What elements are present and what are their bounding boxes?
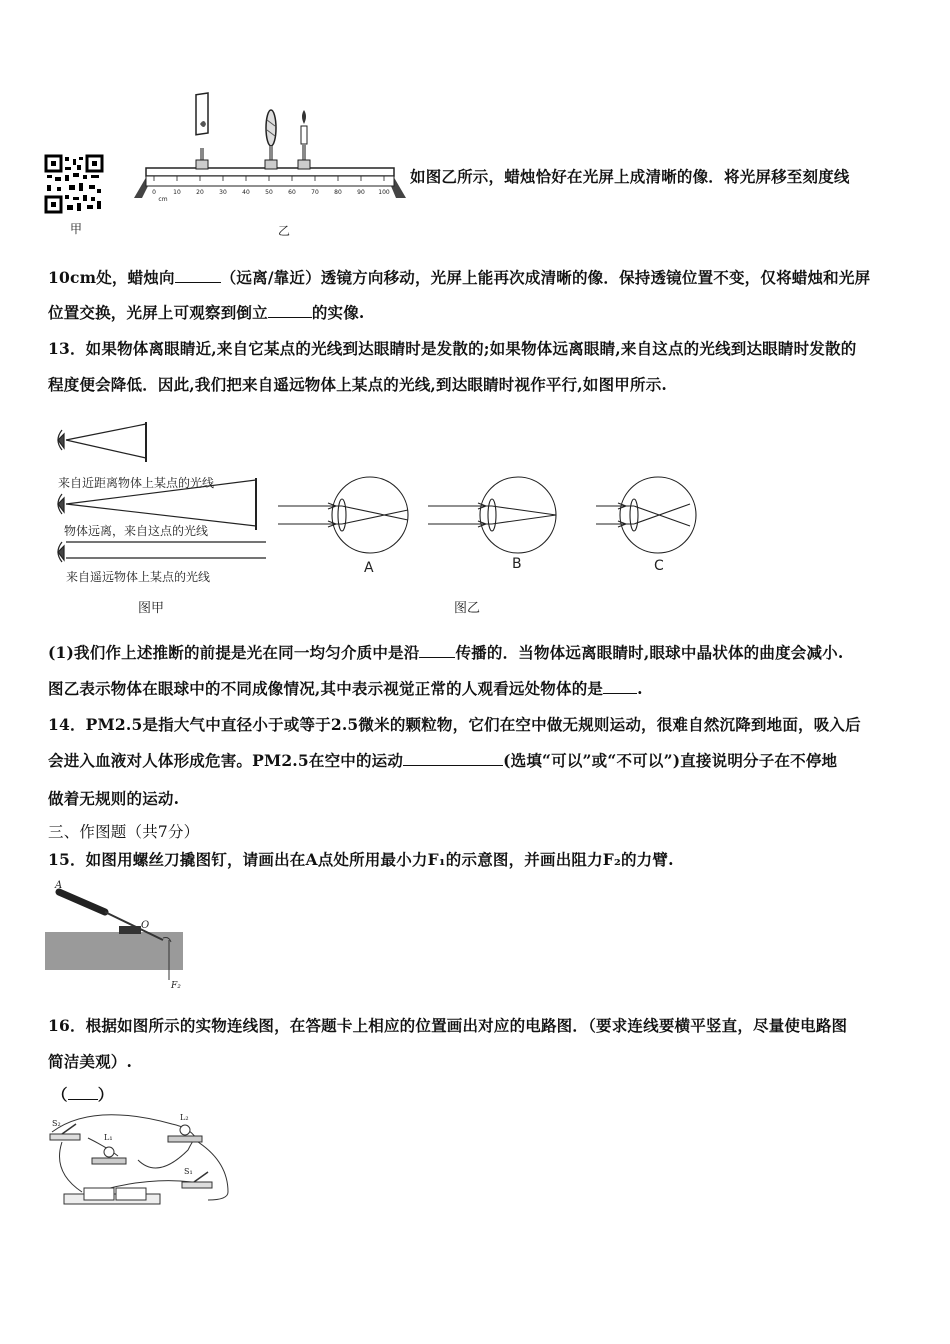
fig-label-jia: 甲: [70, 222, 83, 236]
ruler-tick: 40: [242, 189, 250, 196]
point-o-label: O: [141, 920, 150, 931]
answer-blank[interactable]: [403, 765, 503, 766]
point-a-label: A: [55, 880, 63, 891]
eye-label-b: B: [512, 556, 522, 572]
ruler-tick: 20: [196, 189, 204, 196]
answer-blank[interactable]: [603, 693, 637, 694]
lamp-l2-label: L₂: [180, 1113, 189, 1122]
q12-line3-start: 位置交换，光屏上可观察到倒立: [48, 303, 268, 322]
ruler-tick: 50: [265, 189, 273, 196]
q14-line2: [48, 749, 837, 771]
eye-label-c: C: [654, 558, 664, 574]
caption-near-object: 来自近距离物体上某点的光线: [58, 476, 215, 490]
q14-line3: 做着无规则的运动.: [48, 789, 180, 808]
switch-s1-label: S₁: [184, 1167, 193, 1176]
ruler-tick: 0: [152, 189, 156, 196]
caption-distant-object: 来自遥远物体上某点的光线: [66, 570, 211, 584]
q13-sub1-start: (1)我们作上述推断的前提是光在同一均匀介质中是沿: [48, 643, 420, 662]
qr-code-graphic: [45, 155, 103, 213]
q16-answer: [52, 1083, 113, 1105]
ruler-tick: 70: [311, 189, 319, 196]
ruler-tick: 10: [173, 189, 181, 196]
q12-line2-start: 10cm处，蜡烛向: [48, 268, 175, 287]
ruler-tick: 60: [288, 189, 296, 196]
caption-object-far: 物体远离，来自这点的光线: [64, 524, 209, 538]
fig-label-jia: 图甲: [138, 601, 165, 616]
ruler-tick: 100: [378, 189, 390, 196]
fig-label-yi: 图乙: [454, 601, 481, 616]
answer-blank[interactable]: [68, 1099, 98, 1100]
answer-blank[interactable]: [175, 282, 221, 283]
q14-line2-end: (选填“可以”或“不可以”)直接说明分子在不停地: [503, 751, 838, 770]
q13-line2: 程度便会降低．因此,我们把来自遥远物体上某点的光线,到达眼睛时视作平行,如图甲所示.: [48, 375, 667, 394]
q14-line2-start: 会进入血液对人体形成危害。PM2.5在空中的运动: [48, 751, 404, 770]
circuit-figure: [48, 1112, 238, 1207]
ruler-tick: 80: [334, 189, 342, 196]
lamp-l1-label: L₁: [104, 1133, 113, 1142]
section-title: 三、作图题（共7分）: [48, 823, 200, 841]
fig-label-yi: 乙: [278, 224, 291, 238]
q12-line1: 如图乙所示，蜡烛恰好在光屏上成清晰的像．将光屏移至刻度线: [410, 167, 850, 186]
q13-sub1-question: 图乙表示物体在眼球中的不同成像情况,其中表示视觉正常的人观看远处物体的是: [48, 679, 604, 698]
ruler-unit: cm: [158, 196, 168, 203]
q12-line2-end: （远离/靠近）透镜方向移动，光屏上能再次成清晰的像．保持透镜位置不变，仅将蜡烛和光屏: [220, 268, 871, 287]
q15-text: 15．如图用螺丝刀撬图钉，请画出在A点处所用最小力F₁的示意图，并画出阻力F₂的力臂.: [48, 850, 674, 869]
q16-line2: 简洁美观）.: [48, 1052, 133, 1071]
q12-line2: [48, 266, 870, 288]
q16-line1: 16．根据如图所示的实物连线图，在答题卡上相应的位置画出对应的电路图．（要求连线要横平竖直，尽量使电路图: [48, 1016, 848, 1035]
optical-bench-figure: [130, 98, 420, 208]
q13-sub1-end: 传播的．当物体远离眼睛时,眼球中晶状体的曲度会减小.: [455, 643, 844, 662]
eye-rays-figure-jia: [48, 418, 288, 588]
q13-sub1-line2: [48, 677, 643, 699]
ruler-tick: 90: [357, 189, 365, 196]
answer-blank[interactable]: [268, 317, 312, 318]
q13-sub1-period: .: [637, 679, 643, 698]
screwdriver-figure: [45, 876, 185, 991]
eye-label-a: A: [364, 560, 374, 576]
q13-line1: 13．如果物体离眼睛近,来自它某点的光线到达眼睛时是发散的;如果物体远离眼睛,来自这点的光线到达眼睛时发散的: [48, 339, 857, 358]
q12-line3-end: 的实像.: [311, 303, 365, 322]
answer-paren-open: （: [52, 1085, 68, 1104]
qr-code: [45, 155, 103, 213]
q13-sub1-line1: [48, 641, 843, 663]
q14-line1: 14．PM2.5是指大气中直径小于或等于2.5微米的颗粒物，它们在空中做无规则运动，很难自然沉降到地面，吸入后: [48, 715, 861, 734]
ruler-tick: 30: [219, 189, 227, 196]
force-f2-label: F₂: [171, 981, 181, 991]
eye-imaging-figure-yi: [278, 470, 718, 580]
switch-s2-label: S₂: [52, 1119, 61, 1128]
answer-blank[interactable]: [419, 657, 455, 658]
q12-line3: [48, 301, 365, 323]
answer-paren-close: ）: [97, 1085, 114, 1104]
